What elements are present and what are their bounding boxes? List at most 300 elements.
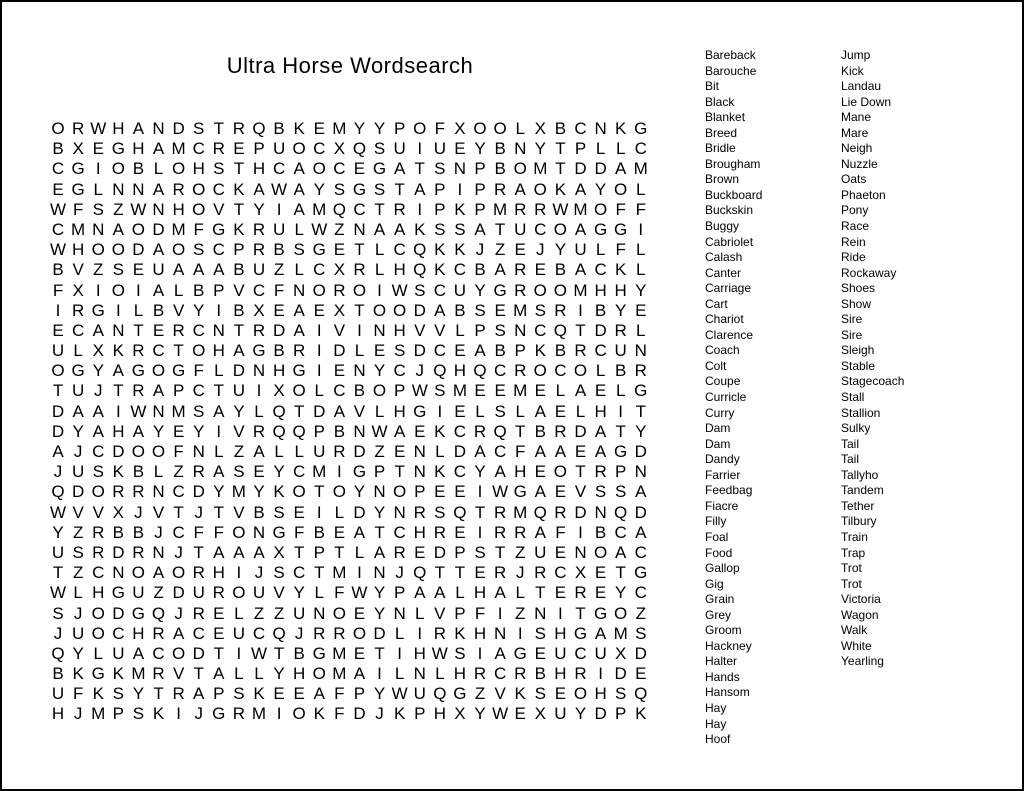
word-list-item: White xyxy=(841,638,872,653)
grid-letter: S xyxy=(273,502,285,522)
grid-letter: C xyxy=(72,320,85,340)
grid-letter: G xyxy=(91,664,105,684)
grid-letter: S xyxy=(193,119,205,138)
grid-letter: L xyxy=(515,401,525,421)
grid-letter: O xyxy=(192,341,206,361)
word-list-item: Hackney xyxy=(705,638,752,653)
grid-letter: A xyxy=(152,139,165,159)
grid-letter: A xyxy=(293,199,305,219)
word-list-item: Trot xyxy=(841,576,862,591)
grid-letter: L xyxy=(173,280,184,300)
grid-letter: D xyxy=(51,421,65,441)
grid-letter: Q xyxy=(272,401,286,421)
grid-letter: U xyxy=(313,442,326,461)
grid-letter: Y xyxy=(72,421,84,441)
word-list-item: Sire xyxy=(841,312,863,327)
grid-letter: Y xyxy=(373,502,386,522)
grid-letter: H xyxy=(594,684,607,704)
grid-letter: R xyxy=(92,522,105,542)
word-list-item: Trap xyxy=(841,545,866,560)
grid-letter: A xyxy=(132,643,145,663)
grid-letter: I xyxy=(216,300,222,320)
grid-letter: K xyxy=(615,119,627,138)
word-list-item: Groom xyxy=(705,623,742,638)
grid-letter: O xyxy=(151,361,166,381)
grid-letter: A xyxy=(313,684,325,704)
grid-letter: R xyxy=(252,219,266,239)
grid-letter: C xyxy=(554,563,567,583)
word-list-item: Calash xyxy=(705,250,743,265)
word-list-item: Neigh xyxy=(841,141,873,156)
grid-letter: L xyxy=(455,320,465,340)
grid-letter: J xyxy=(294,623,304,643)
grid-letter: W xyxy=(492,704,509,724)
grid-letter: W xyxy=(391,280,408,300)
grid-letter: M xyxy=(171,219,186,239)
grid-letter: G xyxy=(292,361,306,381)
grid-letter: A xyxy=(414,179,426,199)
grid-letter: O xyxy=(171,643,186,663)
grid-letter: X xyxy=(333,260,346,280)
grid-letter: X xyxy=(454,119,466,138)
grid-letter: A xyxy=(293,320,305,340)
grid-letter: J xyxy=(375,704,384,724)
grid-letter: L xyxy=(294,219,304,239)
grid-letter: P xyxy=(454,542,466,562)
grid-letter: C xyxy=(493,361,507,381)
grid-letter: T xyxy=(374,522,385,542)
grid-letter: H xyxy=(554,664,567,684)
grid-letter: S xyxy=(454,219,466,239)
grid-letter: X xyxy=(253,300,265,320)
grid-letter: P xyxy=(253,139,265,159)
word-list-item: Cabriolet xyxy=(705,234,754,249)
word-list-item: Wagon xyxy=(841,607,879,622)
grid-letter: G xyxy=(634,381,648,401)
grid-letter: C xyxy=(92,442,105,461)
grid-letter: O xyxy=(614,603,628,623)
grid-letter: S xyxy=(233,684,245,704)
grid-letter: M xyxy=(332,119,347,138)
grid-letter: H xyxy=(212,563,225,583)
grid-letter: N xyxy=(514,139,527,159)
grid-letter: R xyxy=(514,280,527,300)
grid-letter: G xyxy=(272,522,286,542)
grid-letter: C xyxy=(112,623,125,643)
grid-letter: B xyxy=(554,341,567,361)
grid-letter: A xyxy=(474,442,486,461)
grid-letter: G xyxy=(593,603,608,623)
grid-letter: N xyxy=(393,603,406,623)
grid-letter: G xyxy=(352,179,367,199)
grid-letter: A xyxy=(193,684,205,704)
grid-letter: C xyxy=(534,219,547,239)
grid-letter: I xyxy=(558,603,563,623)
grid-letter: D xyxy=(594,320,607,340)
grid-letter: G xyxy=(513,482,527,502)
grid-letter: P xyxy=(233,240,245,260)
word-list-item: Hoof xyxy=(705,732,731,747)
grid-letter: L xyxy=(435,442,445,461)
grid-letter: V xyxy=(72,260,84,280)
grid-letter: O xyxy=(131,442,146,461)
grid-letter: A xyxy=(514,179,526,199)
grid-letter: C xyxy=(574,119,587,138)
grid-letter: N xyxy=(112,179,125,199)
grid-letter: C xyxy=(493,442,507,461)
grid-letter: E xyxy=(92,139,104,159)
grid-letter: A xyxy=(72,401,84,421)
grid-letter: M xyxy=(171,139,186,159)
grid-letter: I xyxy=(316,320,322,340)
grid-letter: J xyxy=(73,442,83,461)
grid-letter: C xyxy=(192,623,205,643)
word-list-item: Dam xyxy=(705,421,731,436)
grid-letter: N xyxy=(413,442,426,461)
grid-letter: N xyxy=(152,119,165,138)
grid-letter: E xyxy=(213,623,225,643)
grid-letter: S xyxy=(293,240,305,260)
grid-letter: S xyxy=(132,704,145,724)
grid-letter: A xyxy=(574,260,587,280)
grid-letter: B xyxy=(333,421,346,441)
grid-letter: U xyxy=(413,684,426,704)
grid-letter: Y xyxy=(474,139,486,159)
grid-letter: B xyxy=(193,280,205,300)
grid-letter: D xyxy=(594,704,607,724)
word-list-item: Filly xyxy=(705,514,727,529)
grid-letter: T xyxy=(555,159,566,179)
grid-letter: G xyxy=(372,159,387,179)
grid-letter: H xyxy=(272,361,286,381)
grid-letter: A xyxy=(253,542,265,562)
grid-letter: W xyxy=(411,381,428,401)
grid-letter: Z xyxy=(273,260,285,280)
grid-letter: C xyxy=(192,320,205,340)
grid-letter: T xyxy=(293,542,305,562)
grid-letter: R xyxy=(252,421,266,441)
grid-letter: I xyxy=(316,361,322,381)
grid-letter: T xyxy=(314,482,325,502)
grid-letter: I xyxy=(477,482,483,502)
grid-letter: W xyxy=(90,119,107,138)
grid-letter: A xyxy=(293,159,305,179)
word-list-item: Tail xyxy=(841,452,860,467)
grid-letter: Q xyxy=(272,623,286,643)
grid-letter: K xyxy=(454,623,466,643)
grid-letter: U xyxy=(252,260,266,280)
grid-letter: P xyxy=(414,482,426,502)
grid-letter: S xyxy=(72,542,84,562)
grid-letter: S xyxy=(474,542,486,562)
grid-letter: P xyxy=(393,583,406,603)
grid-letter: C xyxy=(574,643,587,663)
grid-letter: T xyxy=(113,381,124,401)
grid-letter: P xyxy=(373,462,386,482)
grid-letter: L xyxy=(153,462,164,482)
grid-letter: O xyxy=(493,119,507,138)
grid-letter: O xyxy=(131,219,146,239)
grid-letter: X xyxy=(333,300,346,320)
grid-letter: X xyxy=(615,643,627,663)
grid-letter: Y xyxy=(293,583,305,603)
word-list-item: Food xyxy=(705,545,733,560)
grid-letter: Z xyxy=(72,563,84,583)
grid-letter: G xyxy=(171,361,186,381)
grid-letter: R xyxy=(393,542,406,562)
grid-letter: B xyxy=(474,260,486,280)
grid-letter: E xyxy=(454,482,466,502)
grid-letter: A xyxy=(213,542,225,562)
grid-letter: C xyxy=(172,522,185,542)
word-list-item: Ride xyxy=(841,250,866,265)
word-list-item: Stallion xyxy=(841,405,881,420)
grid-letter: T xyxy=(193,664,204,684)
grid-letter: K xyxy=(554,179,567,199)
grid-letter: C xyxy=(293,563,306,583)
grid-letter: D xyxy=(172,119,185,138)
grid-letter: M xyxy=(452,381,467,401)
grid-letter: R xyxy=(534,563,547,583)
grid-letter: U xyxy=(232,623,246,643)
grid-letter: N xyxy=(574,542,587,562)
grid-letter: U xyxy=(393,139,406,159)
grid-letter: I xyxy=(437,401,443,421)
grid-letter: U xyxy=(72,462,85,482)
grid-letter: A xyxy=(152,280,165,300)
grid-letter: U xyxy=(51,684,65,704)
grid-letter: E xyxy=(373,341,386,361)
grid-letter: C xyxy=(333,159,346,179)
word-list-item: Hands xyxy=(705,669,740,684)
grid-letter: P xyxy=(213,280,225,300)
grid-letter: R xyxy=(192,462,205,482)
grid-letter: E xyxy=(635,300,647,320)
grid-letter: R xyxy=(333,280,346,300)
grid-letter: L xyxy=(354,341,365,361)
grid-letter: O xyxy=(171,159,186,179)
grid-letter: A xyxy=(293,300,305,320)
grid-letter: O xyxy=(533,280,547,300)
grid-letter: I xyxy=(55,300,61,320)
grid-letter: E xyxy=(333,522,346,542)
grid-letter: R xyxy=(514,664,527,684)
grid-letter: T xyxy=(233,159,245,179)
grid-letter: O xyxy=(151,442,166,461)
grid-letter: S xyxy=(454,643,466,663)
grid-letter: Y xyxy=(353,119,366,138)
grid-letter: I xyxy=(357,563,362,583)
grid-letter: Y xyxy=(474,462,486,482)
grid-letter: F xyxy=(515,442,526,461)
grid-letter: D xyxy=(192,643,205,663)
grid-letter: H xyxy=(132,139,145,159)
grid-letter: H xyxy=(192,159,205,179)
grid-letter: C xyxy=(51,159,65,179)
grid-letter: V xyxy=(213,199,225,219)
grid-letter: D xyxy=(232,361,246,381)
word-list-item: Walk xyxy=(841,623,868,638)
grid-letter: S xyxy=(434,219,446,239)
grid-letter: T xyxy=(635,401,646,421)
word-list-item: Bareback xyxy=(705,48,756,62)
grid-letter: R xyxy=(212,583,225,603)
grid-letter: X xyxy=(574,563,587,583)
grid-letter: V xyxy=(233,502,245,522)
grid-letter: N xyxy=(594,119,607,138)
grid-letter: C xyxy=(252,280,266,300)
grid-letter: Z xyxy=(273,603,285,623)
grid-letter: W xyxy=(391,684,408,704)
word-list-item: Cart xyxy=(705,296,728,311)
grid-letter: M xyxy=(573,280,588,300)
grid-letter: L xyxy=(93,643,103,663)
word-list-item: Yearling xyxy=(841,654,884,669)
grid-letter: V xyxy=(233,421,245,441)
grid-letter: Z xyxy=(173,462,184,482)
grid-letter: E xyxy=(213,603,225,623)
grid-letter: Y xyxy=(615,300,627,320)
grid-letter: Y xyxy=(132,684,145,704)
grid-letter: J xyxy=(53,462,63,482)
grid-letter: I xyxy=(256,381,262,401)
grid-letter: O xyxy=(533,361,547,381)
grid-letter: R xyxy=(353,260,366,280)
grid-letter: A xyxy=(494,462,506,482)
grid-letter: I xyxy=(477,522,483,542)
grid-letter: H xyxy=(453,664,467,684)
grid-letter: T xyxy=(575,320,586,340)
grid-letter: Q xyxy=(292,421,306,441)
grid-letter: X xyxy=(92,341,104,361)
grid-letter: E xyxy=(554,684,567,704)
grid-letter: C xyxy=(634,542,647,562)
grid-letter: A xyxy=(253,442,265,461)
grid-letter: E xyxy=(132,260,145,280)
grid-letter: F xyxy=(334,704,345,724)
grid-letter: N xyxy=(594,502,607,522)
grid-letter: S xyxy=(534,300,546,320)
grid-letter: X xyxy=(273,542,285,562)
grid-letter: N xyxy=(92,219,105,239)
grid-letter: M xyxy=(332,643,347,663)
grid-letter: Y xyxy=(193,421,205,441)
grid-letter: O xyxy=(413,119,427,138)
grid-letter: Q xyxy=(533,502,547,522)
grid-letter: X xyxy=(72,139,84,159)
grid-letter: D xyxy=(634,643,647,663)
grid-letter: S xyxy=(193,240,205,260)
word-list-item: Oats xyxy=(841,172,867,187)
grid-letter: H xyxy=(413,522,426,542)
grid-letter: J xyxy=(254,563,264,583)
grid-letter: G xyxy=(614,219,628,239)
word-list-item: Gig xyxy=(705,576,724,591)
grid-letter: I xyxy=(377,664,382,684)
grid-letter: T xyxy=(354,240,365,260)
grid-letter: A xyxy=(213,260,225,280)
grid-letter: R xyxy=(514,199,527,219)
grid-letter: E xyxy=(353,643,366,663)
grid-letter: Z xyxy=(635,603,646,623)
grid-letter: Q xyxy=(413,240,427,260)
grid-letter: A xyxy=(132,119,145,138)
word-list-item: Show xyxy=(841,296,872,311)
grid-letter: P xyxy=(474,320,486,340)
word-list-item: Bit xyxy=(705,79,720,94)
grid-letter: K xyxy=(233,179,245,199)
grid-letter: Q xyxy=(272,421,286,441)
grid-letter: R xyxy=(192,603,205,623)
grid-letter: G xyxy=(634,119,648,138)
grid-letter: T xyxy=(615,421,626,441)
grid-letter: B xyxy=(494,139,506,159)
grid-letter: P xyxy=(474,159,486,179)
grid-letter: J xyxy=(134,502,143,522)
grid-letter: L xyxy=(93,179,103,199)
grid-letter: X xyxy=(273,381,285,401)
grid-letter: A xyxy=(172,623,185,643)
word-list-item: Brown xyxy=(705,172,740,187)
grid-letter: S xyxy=(534,623,546,643)
grid-letter: R xyxy=(192,563,205,583)
grid-letter: V xyxy=(434,603,446,623)
grid-letter: C xyxy=(433,280,446,300)
grid-letter: C xyxy=(192,381,205,401)
grid-letter: T xyxy=(173,341,184,361)
grid-letter: B xyxy=(52,139,64,159)
word-list-item: Curry xyxy=(705,405,735,420)
grid-letter: I xyxy=(457,179,463,199)
word-list-item: Grain xyxy=(705,592,735,607)
grid-letter: R xyxy=(333,442,346,461)
grid-letter: Q xyxy=(433,684,447,704)
grid-letter: E xyxy=(554,583,567,603)
grid-letter: R xyxy=(152,664,165,684)
grid-letter: C xyxy=(172,482,185,502)
grid-letter: E xyxy=(393,442,406,461)
grid-letter: O xyxy=(573,684,588,704)
grid-letter: L xyxy=(73,341,83,361)
word-list-item: Hansom xyxy=(705,685,750,700)
grid-letter: I xyxy=(276,199,282,219)
grid-letter: B xyxy=(253,502,265,522)
grid-letter: N xyxy=(293,280,306,300)
grid-letter: T xyxy=(494,542,506,562)
grid-letter: G xyxy=(593,219,608,239)
grid-letter: U xyxy=(453,280,467,300)
grid-letter: G xyxy=(413,401,427,421)
grid-letter: V xyxy=(172,664,185,684)
grid-letter: A xyxy=(615,159,627,179)
grid-letter: R xyxy=(433,623,446,643)
grid-letter: N xyxy=(152,199,165,219)
grid-letter: M xyxy=(332,664,347,684)
grid-letter: E xyxy=(514,704,526,724)
grid-letter: Y xyxy=(534,139,546,159)
grid-letter: B xyxy=(534,421,546,441)
grid-letter: Z xyxy=(93,260,104,280)
grid-letter: L xyxy=(394,664,405,684)
grid-letter: I xyxy=(397,643,402,663)
grid-letter: O xyxy=(171,563,186,583)
grid-letter: G xyxy=(312,240,326,260)
grid-letter: P xyxy=(514,341,526,361)
grid-letter: R xyxy=(534,199,547,219)
grid-letter: E xyxy=(474,563,486,583)
grid-letter: A xyxy=(112,219,124,239)
grid-letter: G xyxy=(352,462,367,482)
